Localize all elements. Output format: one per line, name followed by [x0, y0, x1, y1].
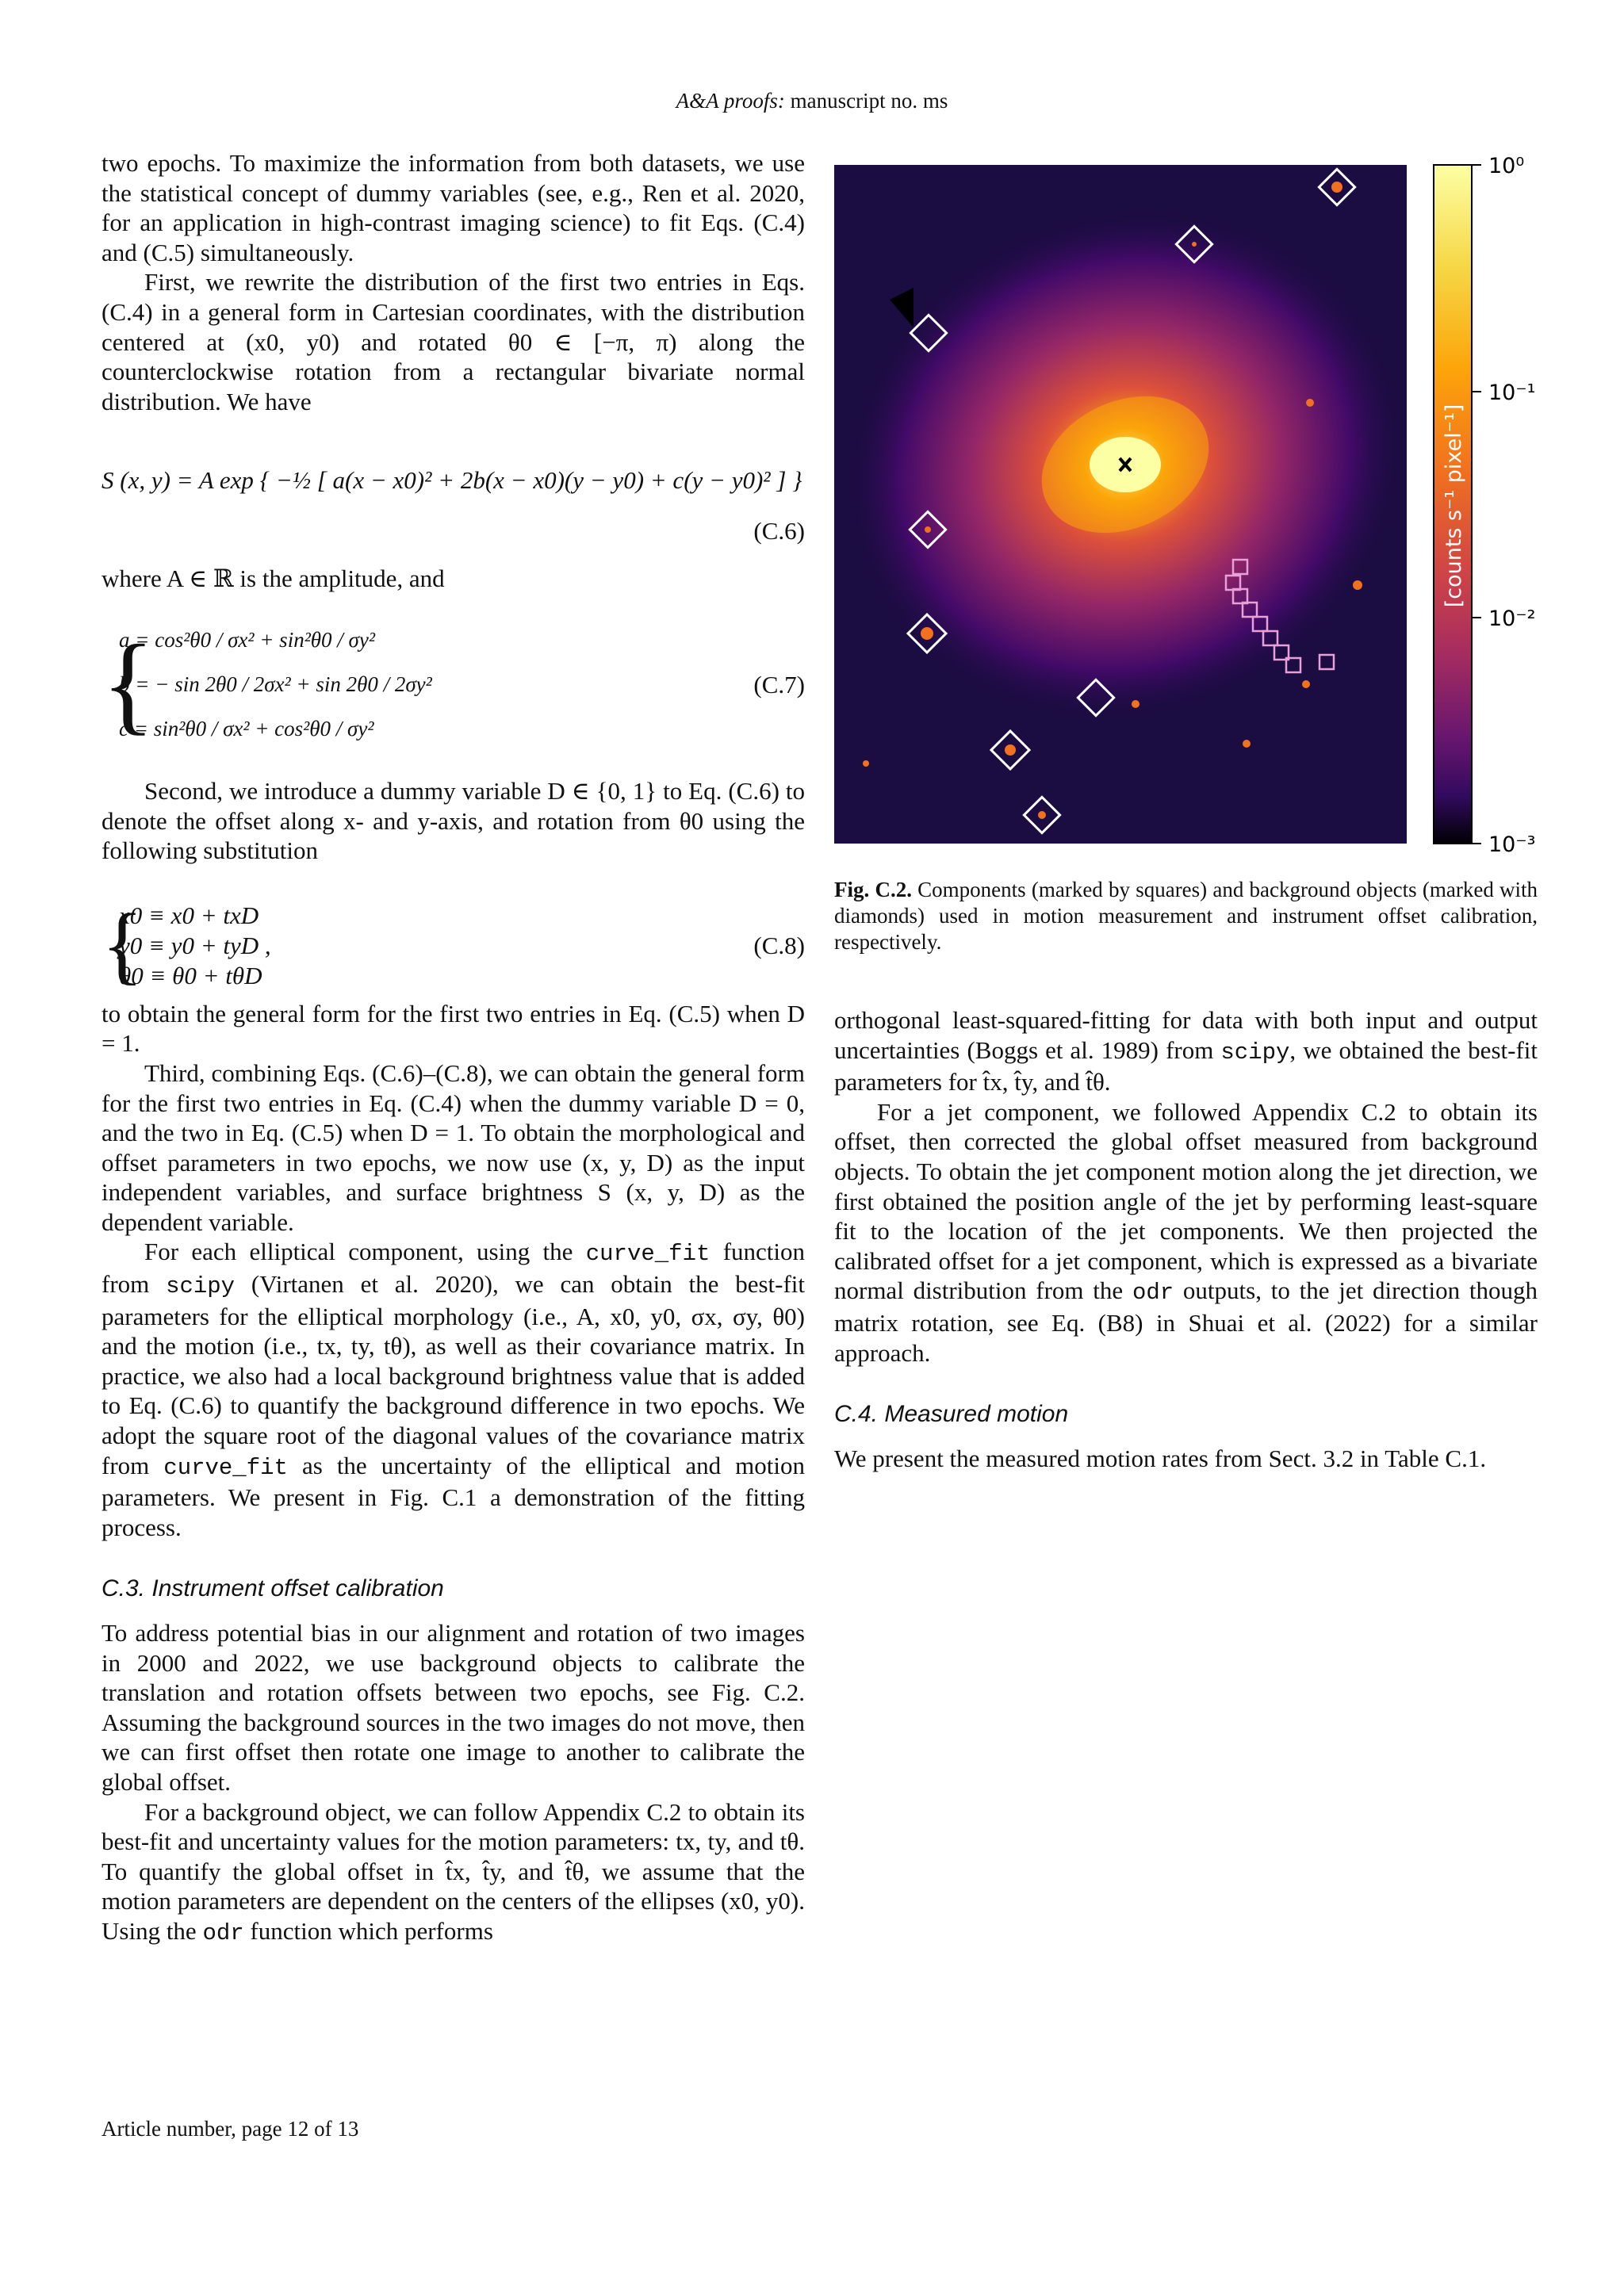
source-dot — [1243, 740, 1251, 748]
text-run: , we obtained the best-fit parameters for t̂x, t̂y, and t̂θ. — [834, 1035, 1538, 1096]
source-dot — [921, 627, 933, 640]
equation-line: x0 ≡ x0 + txD — [119, 901, 259, 929]
astronomical-image — [834, 157, 1548, 855]
brace: { — [102, 895, 144, 993]
equation-line: b = − sin 2θ0 / 2σx² + sin 2θ0 / 2σy² — [119, 672, 432, 696]
equation-c7 — [102, 621, 805, 756]
equation-number: (C.8) — [753, 931, 805, 959]
paragraph: To address potential bias in our alignment and rotation of two images in 2000 and 2022, we use background objects to calibrate the translation and rotation offsets between two epochs, see Fig. C.2. Assuming the background sources in the two images do not move, then we can first offset then rotate one image to another to calibrate the global offset. — [102, 1619, 805, 1796]
section-heading-c4: C.4. Measured motion — [834, 1401, 1069, 1428]
paragraph — [834, 1097, 1538, 1368]
colorbar-ticks — [1472, 165, 1481, 844]
code-curve-fit: curve_fit — [585, 1241, 710, 1268]
paragraph: to obtain the general form for the first two entries in Eq. (C.5) when D = 1. — [102, 999, 805, 1058]
equation-number: (C.6) — [753, 517, 805, 545]
code-scipy: scipy — [166, 1273, 236, 1300]
equation-c6 — [102, 451, 805, 546]
text-run: function which performs — [250, 1916, 493, 1945]
text-run: orthogonal least-squared-fitting for data with both input and output uncertainties (Boggs et al. 1989) from — [834, 1006, 1538, 1064]
colorbar-label: [counts s⁻¹ pixel⁻¹] — [1442, 404, 1466, 608]
equation-line: y0 ≡ y0 + tyD , — [119, 931, 271, 959]
colorbar-tick-label: 10⁰ — [1488, 157, 1525, 178]
page-footer: Article number, page 12 of 13 — [102, 2117, 359, 2141]
paragraph: where A ∈ ℝ is the amplitude, and — [102, 564, 445, 593]
section-heading-c3: C.3. Instrument offset calibration — [102, 1575, 444, 1602]
code-scipy: scipy — [1220, 1039, 1290, 1066]
text-run: outputs, to the jet direction though matrix rotation, see Eq. (B8) in Shuai et al. (2022) for a similar approach. — [834, 1276, 1538, 1367]
text-run: (Virtanen et al. 2020), we can obtain the best-fit parameters for the elliptical morphology (i.e., A, x0, y0, σx, σy, θ0) and the motion (i.e., tx, ty, tθ), as well as their covariance matrix. In practice, we also had a local background brightness value that is added to Eq. (C.6) to quantify the background difference in two epochs. We adopt the square root of the diagonal values of the covariance matrix from — [102, 1270, 806, 1479]
running-header — [0, 89, 1624, 113]
brace: { — [102, 622, 155, 745]
source-dot — [925, 526, 931, 533]
text-run: For each elliptical component, using the — [144, 1238, 573, 1266]
figure-caption — [834, 877, 1538, 955]
source-dot — [1331, 182, 1342, 193]
paragraph — [102, 1237, 805, 1542]
source-dot — [1302, 680, 1310, 688]
caption-label: Fig. C.2. — [834, 878, 912, 901]
text-run: For a jet component, we followed Appendix C.2 to obtain its offset, then corrected the global offset measured from background objects. To obtain the jet component motion along the jet direction, we first obtained the position angle of the jet by performing least-square fit to the location of the jet components. We then projected the calibrated offset for a jet component, which is expressed as a bivariate normal distribution from the — [834, 1097, 1538, 1305]
text-run: function from — [102, 1238, 806, 1299]
source-dot — [1038, 811, 1046, 819]
manuscript-label: manuscript no. ms — [790, 89, 948, 113]
equation-line: θ0 ≡ θ0 + tθD — [119, 961, 262, 989]
paragraph: Second, we introduce a dummy variable D ∈ {0, 1} to Eq. (C.6) to denote the offset along x- and y-axis, and rotation from θ0 using the following substitution — [102, 776, 805, 865]
paragraph: We present the measured motion rates from Sect. 3.2 in Table C.1. — [834, 1444, 1487, 1472]
source-dot — [1306, 399, 1314, 407]
source-dot — [1132, 700, 1139, 708]
paragraph: Third, combining Eqs. (C.6)–(C.8), we can obtain the general form for the first two entries in Eq. (C.4) when the dummy variable D = 0, and the two in Eq. (C.5) when D = 1. To obtain the morphological and offset parameters in two epochs, we now use (x, y, D) as the input independent variables, and surface brightness S (x, y, D) as the dependent variable. — [102, 1058, 805, 1236]
left-column — [102, 148, 805, 1949]
text-run: as the uncertainty of the elliptical and motion parameters. We present in Fig. C.1 a demonstration of the fitting process. — [102, 1451, 806, 1541]
equation-body: S (x, y) = A exp { −½ [ a(x − x0)² + 2b(x − x0)(y − y0) + c(y − y0)² ] } — [102, 466, 802, 495]
source-dot — [1353, 580, 1362, 590]
equation-line: c = sin²θ0 / σx² + cos²θ0 / σy² — [119, 716, 374, 740]
colorbar-tick-label: 10⁻³ — [1488, 832, 1536, 855]
text-run: For a background object, we can follow Appendix C.2 to obtain its best-fit and uncertainty values for the motion parameters: tx, ty, and tθ. To quantify the global offset in t̂x, t̂y, and t̂θ, we assume that the motion parameters are dependent on the centers of the ellipses (x0, y0). Using the — [102, 1797, 805, 1945]
code-curve-fit: curve_fit — [163, 1454, 288, 1481]
journal-name: A&A proofs: — [676, 89, 785, 113]
equation-number: (C.7) — [753, 670, 805, 698]
source-dot — [863, 760, 869, 767]
paragraph: two epochs. To maximize the information from both datasets, we use the statistical concept of dummy variables (see, e.g., Ren et al. 2020, for an application in high-contrast imaging science) to fit Eqs. (C.4) and (C.5) simultaneously. — [102, 149, 805, 266]
equation-c8 — [102, 895, 805, 994]
colorbar-tick-label: 10⁻¹ — [1488, 381, 1536, 405]
paragraph: First, we rewrite the distribution of the first two entries in Eqs. (C.4) in a general form in Cartesian coordinates, with the distribution centered at (x0, y0) and rotated θ0 ∈ [−π, π) along the counterclockwise rotation from a rectangular bivariate normal distribution. We have — [102, 268, 805, 415]
source-dot — [1192, 242, 1197, 247]
colorbar-tick-label: 10⁻² — [1488, 607, 1536, 631]
equation-line: a = cos²θ0 / σx² + sin²θ0 / σy² — [119, 627, 375, 652]
code-odr: odr — [1132, 1280, 1174, 1307]
figure-c2 — [834, 157, 1548, 859]
source-dot — [1005, 744, 1016, 756]
paragraph — [834, 1005, 1538, 1097]
code-odr: odr — [202, 1919, 244, 1946]
right-column — [834, 1005, 1538, 1473]
caption-text: Components (marked by squares) and background objects (marked with diamonds) used in motion measurement and instrument offset calibration, respectively. — [834, 878, 1538, 954]
paragraph — [102, 1797, 805, 1949]
